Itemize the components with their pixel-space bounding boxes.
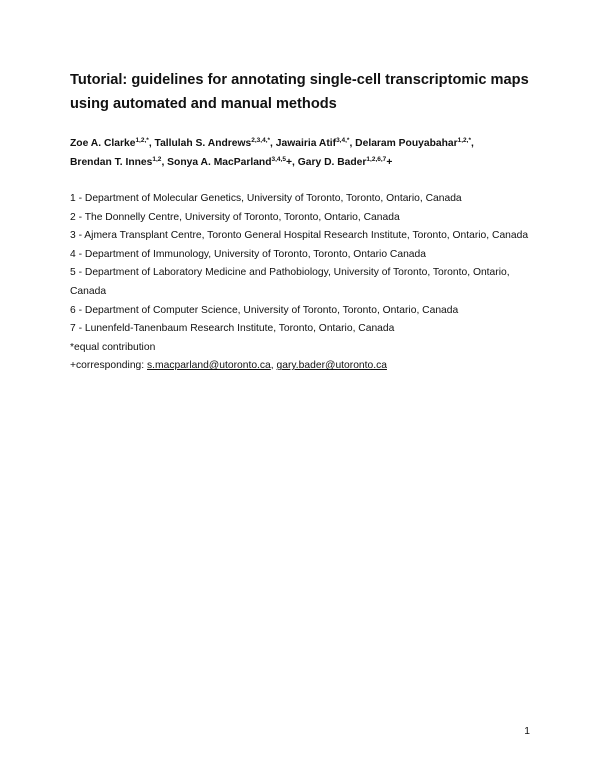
affiliation-4: 4 - Department of Immunology, University of Toronto, Toronto, Ontario Canada xyxy=(70,248,426,260)
author-separator: , xyxy=(161,157,168,168)
author-name: Sonya A. MacParland xyxy=(167,157,272,168)
author xyxy=(167,157,298,168)
author-affiliation-sup: 1,2 xyxy=(152,156,162,163)
author xyxy=(355,138,474,149)
author-separator: , xyxy=(148,138,155,149)
author-name: Brendan T. Innes xyxy=(70,157,153,168)
author-affiliation-sup: 1,2,* xyxy=(135,137,149,144)
author-separator: +, xyxy=(285,157,298,168)
affiliation-6: 6 - Department of Computer Science, University of Toronto, Toronto, Ontario, Canada xyxy=(70,304,459,316)
author-affiliation-sup: 2,3,4,* xyxy=(251,137,271,144)
affiliation-3: 3 - Ajmera Transplant Centre, Toronto General Hospital Research Institute, Toronto, Ontario, Canada xyxy=(70,230,529,242)
author-separator: , xyxy=(270,138,276,149)
author-separator: , xyxy=(349,138,356,149)
email-link-bader[interactable]: gary.bader@utoronto.ca xyxy=(276,360,387,372)
author xyxy=(70,157,167,168)
author xyxy=(298,157,393,168)
affiliation-1: 1 - Department of Molecular Genetics, University of Toronto, Toronto, Ontario, Canada xyxy=(70,193,462,204)
author-list xyxy=(70,134,540,172)
author-name: Tallulah S. Andrews xyxy=(154,138,252,149)
affiliations-block xyxy=(70,190,540,376)
corresponding-separator: , xyxy=(270,360,277,372)
equal-contribution-note: *equal contribution xyxy=(70,341,156,353)
author-separator: , xyxy=(471,138,474,149)
corresponding-line xyxy=(70,357,540,376)
affiliation-5: 5 - Department of Laboratory Medicine and Pathobiology, University of Toronto, Toronto, Ontario, Canada xyxy=(70,267,510,297)
author-affiliation-sup: 3,4,5 xyxy=(271,156,286,163)
author-separator: + xyxy=(386,157,393,168)
author xyxy=(70,138,155,149)
author-affiliation-sup: 1,2,* xyxy=(457,137,471,144)
paper-title: Tutorial: guidelines for annotating single-cell transcriptomic maps using automated and manual methods xyxy=(70,72,529,112)
email-link-macparland[interactable]: s.macparland@utoronto.ca xyxy=(147,360,271,372)
author-affiliation-sup: 1,2,6,7 xyxy=(366,156,387,163)
author xyxy=(155,138,276,149)
author-affiliation-sup: 3,4,* xyxy=(336,137,350,144)
author xyxy=(276,138,355,149)
page-number: 1 xyxy=(524,726,530,737)
author-name: Jawairia Atif xyxy=(275,138,337,149)
corresponding-label: +corresponding: xyxy=(70,360,147,372)
author-name: Gary D. Bader xyxy=(297,157,367,168)
affiliation-7: 7 - Lunenfeld-Tanenbaum Research Institute, Toronto, Ontario, Canada xyxy=(70,323,395,335)
author-name: Zoe A. Clarke xyxy=(70,138,136,149)
affiliation-2: 2 - The Donnelly Centre, University of Toronto, Toronto, Ontario, Canada xyxy=(70,211,400,223)
author-name: Delaram Pouyabahar xyxy=(355,138,458,149)
